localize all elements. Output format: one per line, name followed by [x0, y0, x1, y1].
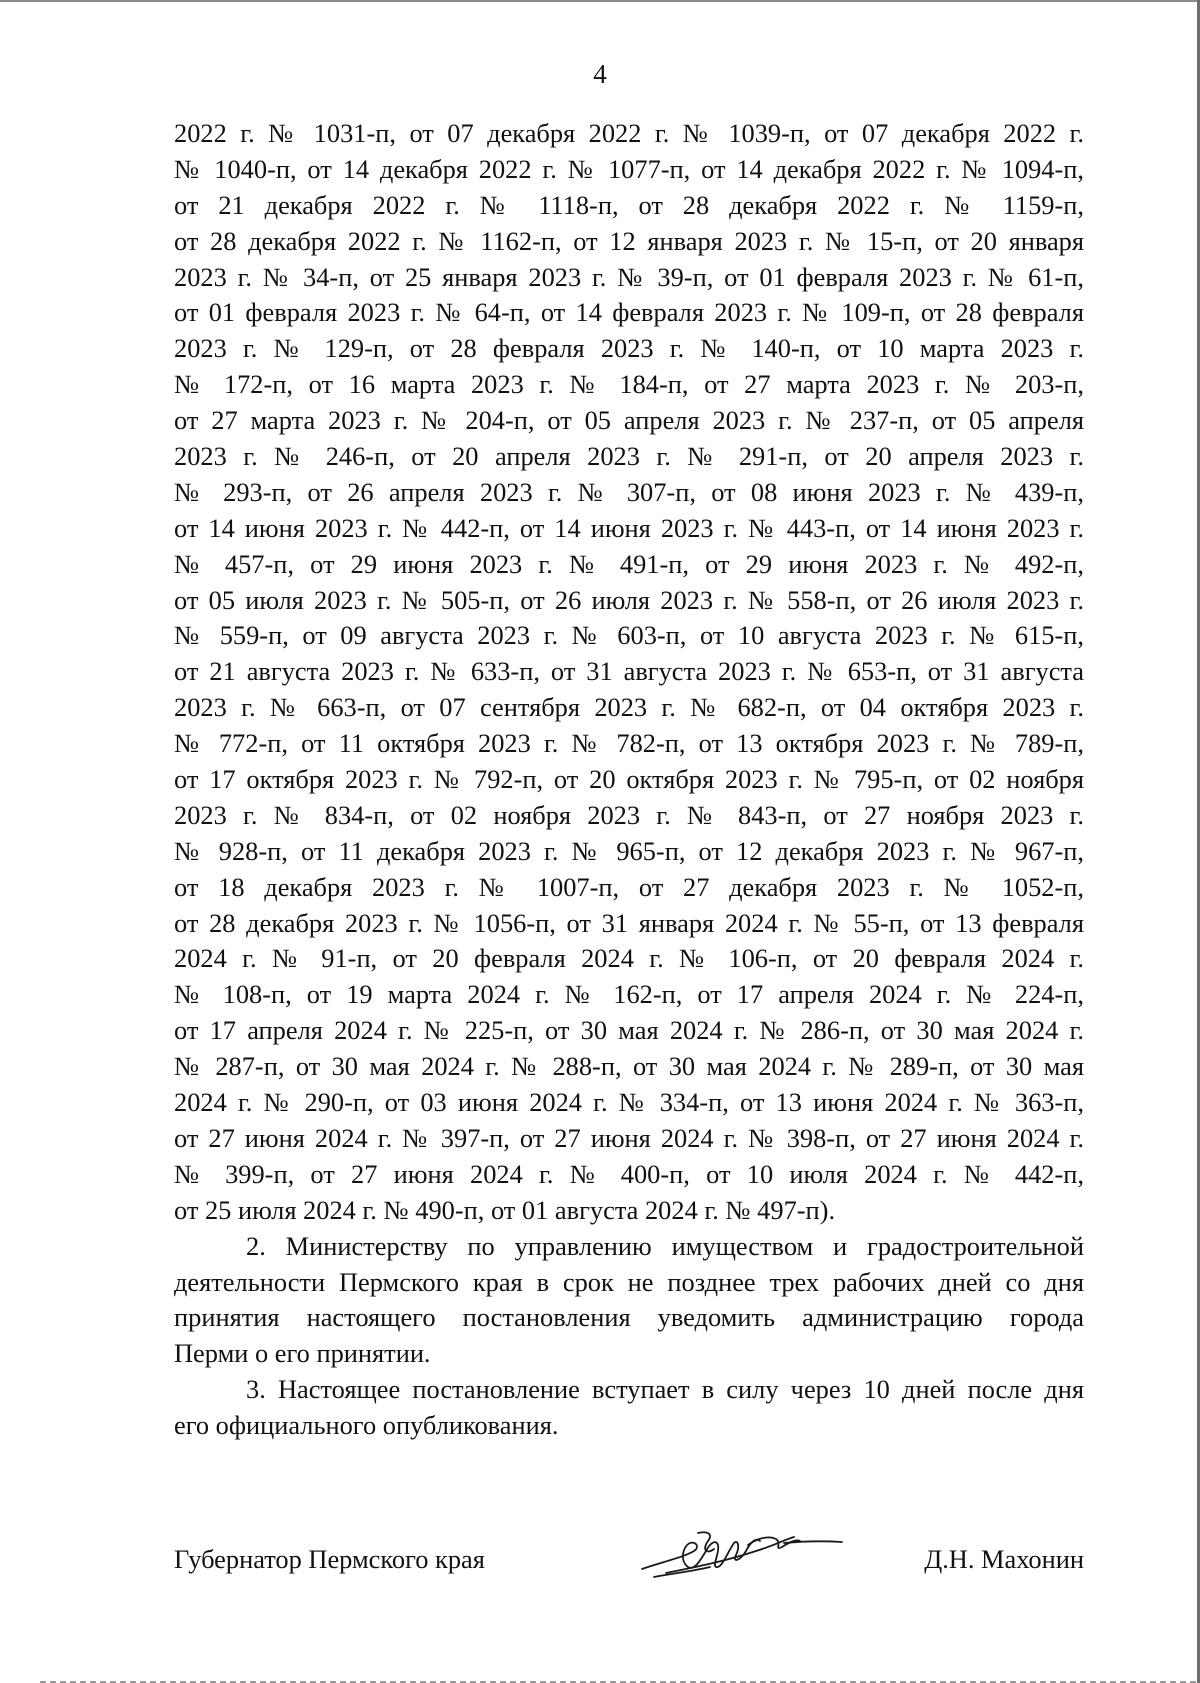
text-line: 2023 г. № 834-п, от 02 ноября 2023 г. № 843-п, от 27 ноября 2023 г.	[174, 799, 1084, 830]
text-line: 2. Министерству по управлению имуществом и градостроительной	[246, 1230, 1084, 1261]
text-line: деятельности Пермского края в срок не позднее трех рабочих дней со дня	[174, 1266, 1084, 1297]
text-line: № 293-п, от 26 апреля 2023 г. № 307-п, от 08 июня 2023 г. № 439-п,	[174, 476, 1084, 507]
text-line: его официального опубликования.	[174, 1410, 559, 1441]
text-line: 2024 г. № 91-п, от 20 февраля 2024 г. № 106-п, от 20 февраля 2024 г.	[174, 943, 1084, 974]
text-line: от 01 февраля 2023 г. № 64-п, от 14 февраля 2023 г. № 109-п, от 28 февраля	[174, 297, 1084, 328]
document-body	[174, 116, 1084, 1444]
text-line: № 108-п, от 19 марта 2024 г. № 162-п, от 17 апреля 2024 г. № 224-п,	[174, 979, 1084, 1010]
handwritten-signature	[636, 1521, 846, 1583]
text-line: от 21 декабря 2022 г. № 1118-п, от 28 декабря 2022 г. № 1159-п,	[174, 189, 1084, 220]
text-line: принятия настоящего постановления уведомить администрацию города	[174, 1302, 1084, 1333]
signatory-name: Д.Н. Махонин	[924, 1544, 1084, 1574]
signature-block	[174, 1535, 1084, 1583]
text-line: от 27 июня 2024 г. № 397-п, от 27 июня 2024 г. № 398-п, от 27 июня 2024 г.	[174, 1122, 1084, 1153]
text-line: от 05 июля 2023 г. № 505-п, от 26 июля 2023 г. № 558-п, от 26 июля 2023 г.	[174, 584, 1084, 615]
text-line: от 27 марта 2023 г. № 204-п, от 05 апреля 2023 г. № 237-п, от 05 апреля	[174, 405, 1084, 436]
text-line: от 28 декабря 2023 г. № 1056-п, от 31 января 2024 г. № 55-п, от 13 февраля	[174, 907, 1084, 938]
text-line: № 772-п, от 11 октября 2023 г. № 782-п, от 13 октября 2023 г. № 789-п,	[174, 728, 1084, 759]
text-line: № 928-п, от 11 декабря 2023 г. № 965-п, от 12 декабря 2023 г. № 967-п,	[174, 835, 1084, 866]
page-number: 4	[593, 59, 607, 89]
paragraph-3	[174, 1372, 1084, 1444]
signatory-title: Губернатор Пермского края	[174, 1544, 485, 1574]
text-line: 3. Настоящее постановление вступает в силу через 10 дней после дня	[246, 1374, 1084, 1405]
text-line: № 559-п, от 09 августа 2023 г. № 603-п, от 10 августа 2023 г. № 615-п,	[174, 620, 1084, 651]
text-line: от 28 декабря 2022 г. № 1162-п, от 12 января 2023 г. № 15-п, от 20 января	[174, 225, 1084, 256]
text-line: 2023 г. № 129-п, от 28 февраля 2023 г. № 140-п, от 10 марта 2023 г.	[174, 333, 1084, 364]
text-line: 2023 г. № 34-п, от 25 января 2023 г. № 39-п, от 01 февраля 2023 г. № 61-п,	[174, 261, 1084, 292]
text-line: № 1040-п, от 14 декабря 2022 г. № 1077-п, от 14 декабря 2022 г. № 1094-п,	[174, 153, 1084, 184]
text-line: от 17 апреля 2024 г. № 225-п, от 30 мая 2024 г. № 286-п, от 30 мая 2024 г.	[174, 1015, 1084, 1046]
text-line: от 18 декабря 2023 г. № 1007-п, от 27 декабря 2023 г. № 1052-п,	[174, 871, 1084, 902]
text-line: от 21 августа 2023 г. № 633-п, от 31 августа 2023 г. № 653-п, от 31 августа	[174, 656, 1084, 687]
text-line: № 399-п, от 27 июня 2024 г. № 400-п, от 10 июля 2024 г. № 442-п,	[174, 1158, 1084, 1189]
text-line: № 172-п, от 16 марта 2023 г. № 184-п, от 27 марта 2023 г. № 203-п,	[174, 369, 1084, 400]
text-line: от 14 июня 2023 г. № 442-п, от 14 июня 2023 г. № 443-п, от 14 июня 2023 г.	[174, 512, 1084, 543]
text-line: 2023 г. № 246-п, от 20 апреля 2023 г. № 291-п, от 20 апреля 2023 г.	[174, 441, 1084, 472]
text-line: 2023 г. № 663-п, от 07 сентября 2023 г. № 682-п, от 04 октября 2023 г.	[174, 692, 1084, 723]
text-line: № 457-п, от 29 июня 2023 г. № 491-п, от 29 июня 2023 г. № 492-п,	[174, 548, 1084, 579]
text-line: Перми о его принятии.	[174, 1338, 431, 1369]
text-line: от 25 июля 2024 г. № 490-п, от 01 августа 2024 г. № 497-п).	[174, 1194, 836, 1225]
text-line: 2022 г. № 1031-п, от 07 декабря 2022 г. № 1039-п, от 07 декабря 2022 г.	[174, 118, 1084, 148]
text-line: 2024 г. № 290-п, от 03 июня 2024 г. № 334-п, от 13 июня 2024 г. № 363-п,	[174, 1087, 1084, 1118]
text-line: № 287-п, от 30 мая 2024 г. № 288-п, от 30 мая 2024 г. № 289-п, от 30 мая	[174, 1051, 1084, 1082]
paragraph-list-of-resolutions	[174, 116, 1084, 1229]
page-edge-top	[0, 0, 1200, 2]
text-line: от 17 октября 2023 г. № 792-п, от 20 октября 2023 г. № 795-п, от 02 ноября	[174, 764, 1084, 795]
paragraph-2	[174, 1229, 1084, 1373]
